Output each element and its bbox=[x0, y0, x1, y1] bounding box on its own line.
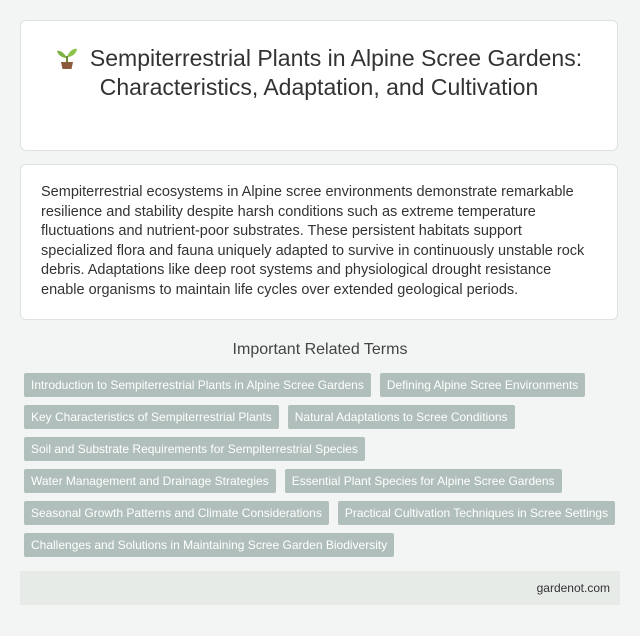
related-term-tag[interactable]: Natural Adaptations to Scree Conditions bbox=[288, 405, 515, 429]
page-title bbox=[41, 44, 597, 102]
related-term-tag[interactable]: Challenges and Solutions in Maintaining Scree Garden Biodiversity bbox=[24, 533, 394, 557]
summary-text: Sempiterrestrial ecosystems in Alpine scree environments demonstrate remarkable resilience and stability despite harsh conditions such as extreme temperature fluctuations and nutrient-poor substrates. These persistent habitats support specialized flora and fauna uniquely adapted to survive in continuously unstable rock debris. Adaptations like deep root systems and physiological drought resistance enable organisms to maintain life cycles over extended geological periods. bbox=[41, 184, 585, 298]
page-title-text: Sempiterrestrial Plants in Alpine Scree Gardens: Characteristics, Adaptation, and Cultivation bbox=[89, 45, 583, 100]
related-term-tag[interactable]: Practical Cultivation Techniques in Scree Settings bbox=[338, 501, 615, 525]
related-term-tag[interactable]: Essential Plant Species for Alpine Scree Gardens bbox=[285, 469, 562, 493]
related-term-tag[interactable]: Soil and Substrate Requirements for Sempiterrestrial Species bbox=[24, 437, 365, 461]
related-term-tag[interactable]: Seasonal Growth Patterns and Climate Considerations bbox=[24, 501, 329, 525]
title-card bbox=[20, 20, 618, 151]
related-term-tag[interactable]: Water Management and Drainage Strategies bbox=[24, 469, 276, 493]
footer bbox=[20, 571, 620, 605]
related-term-tag[interactable]: Key Characteristics of Sempiterrestrial Plants bbox=[24, 405, 279, 429]
site-name[interactable]: gardenot.com bbox=[536, 581, 610, 595]
related-term-tag[interactable]: Introduction to Sempiterrestrial Plants in Alpine Scree Gardens bbox=[24, 373, 371, 397]
related-term-tag[interactable]: Defining Alpine Scree Environments bbox=[380, 373, 585, 397]
summary-card bbox=[20, 164, 618, 320]
related-terms-list bbox=[24, 373, 620, 565]
sprout-icon bbox=[56, 45, 78, 69]
related-terms-heading: Important Related Terms bbox=[232, 341, 408, 358]
